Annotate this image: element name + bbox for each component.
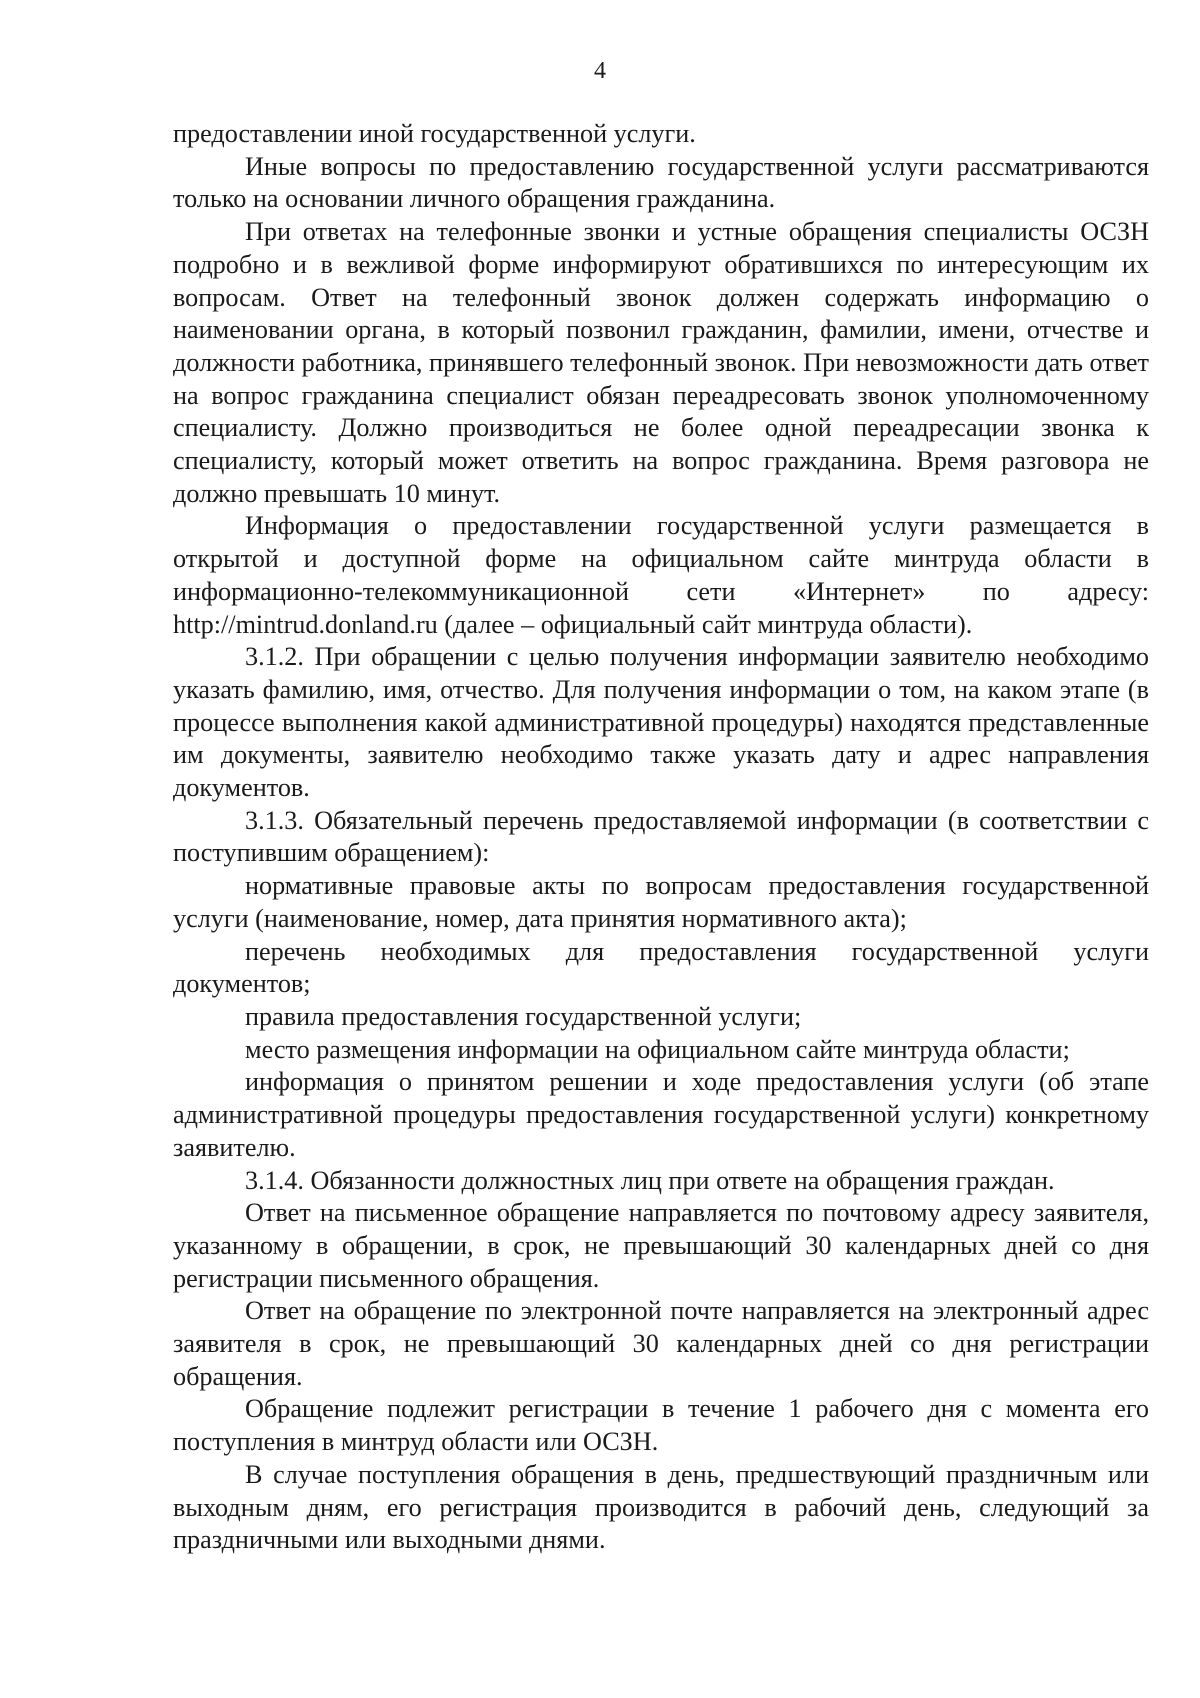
document-body — [173, 118, 1149, 1557]
paragraph-other-questions: Иные вопросы по предоставлению государственной услуги рассматриваются только на основании личного обращения гражданина. — [173, 151, 1149, 214]
paragraph-email-reply: Ответ на обращение по электронной почте направляется на электронный адрес заявителя в срок, не превышающий 30 календарных дней со дня регистрации обращения. — [173, 1296, 1149, 1391]
paragraph-written-reply: Ответ на письменное обращение направляется по почтовому адресу заявителя, указанному в обращении, в срок, не превышающий 30 календарных дней со дня регистрации письменного обращения. — [173, 1198, 1149, 1293]
paragraph-phone-answers: При ответах на телефонные звонки и устные обращения специалисты ОСЗН подробно и в вежливой форме информируют обратившихся по интересующим их вопросам. Ответ на телефонный звонок должен содержать информацию о наименовании органа, в который позвонил гражданин, фамилии, имени, отчестве и должности работника, принявшего телефонный звонок. При невозможности дать ответ на вопрос гражданина специалист обязан переадресовать звонок уполномоченному специалисту. Должно производиться не более одной переадресации звонка к специалисту, который может ответить на вопрос гражданина. Время разговора не должно превышать 10 минут. — [173, 217, 1149, 508]
list-item-info-location: место размещения информации на официальном сайте минтруда области; — [245, 1034, 1070, 1064]
paragraph-continuation: предоставлении иной государственной услуги. — [173, 119, 696, 148]
list-item-normative-acts: нормативные правовые акты по вопросам предоставления государственной услуги (наименование, номер, дата принятия нормативного акта); — [173, 871, 1149, 933]
paragraph-3-1-4: 3.1.4. Обязанности должностных лиц при ответе на обращения граждан. — [245, 1165, 1055, 1195]
paragraph-holiday-registration: В случае поступления обращения в день, предшествующий праздничным или выходным дням, его регистрация производится в рабочий день, следующий за праздничными или выходными днями. — [173, 1459, 1149, 1555]
paragraph-3-1-3: 3.1.3. Обязательный перечень предоставляемой информации (в соответствии с поступившим обращением): — [173, 805, 1149, 868]
paragraph-3-1-2: 3.1.2. При обращении с целью получения информации заявителю необходимо указать фамилию, имя, отчество. Для получения информации о том, на каком этапе (в процессе выполнения какой административной процедуры) находятся представленные им документы, заявителю необходимо также указать дату и адрес направления документов. — [173, 642, 1149, 803]
list-item-decision-info: информация о принятом решении и ходе предоставления услуги (об этапе административной процедуры предоставления государственной услуги) конкретному заявителю. — [173, 1067, 1149, 1162]
list-item-rules: правила предоставления государственной услуги; — [245, 1001, 802, 1031]
page-number: 4 — [594, 58, 606, 84]
paragraph-registration: Обращение подлежит регистрации в течение 1 рабочего дня с момента его поступления в минтруд области или ОСЗН. — [173, 1394, 1149, 1457]
paragraph-info-placement: Информация о предоставлении государственной услуги размещается в открытой и доступной форме на официальном сайте минтруда области в информационно-телекоммуникационной сети «Интернет» по адресу: http://mintrud.donland.ru (далее – официальный сайт минтруда области). — [173, 511, 1149, 639]
list-item-documents: перечень необходимых для предоставления государственной услуги документов; — [173, 936, 1149, 999]
